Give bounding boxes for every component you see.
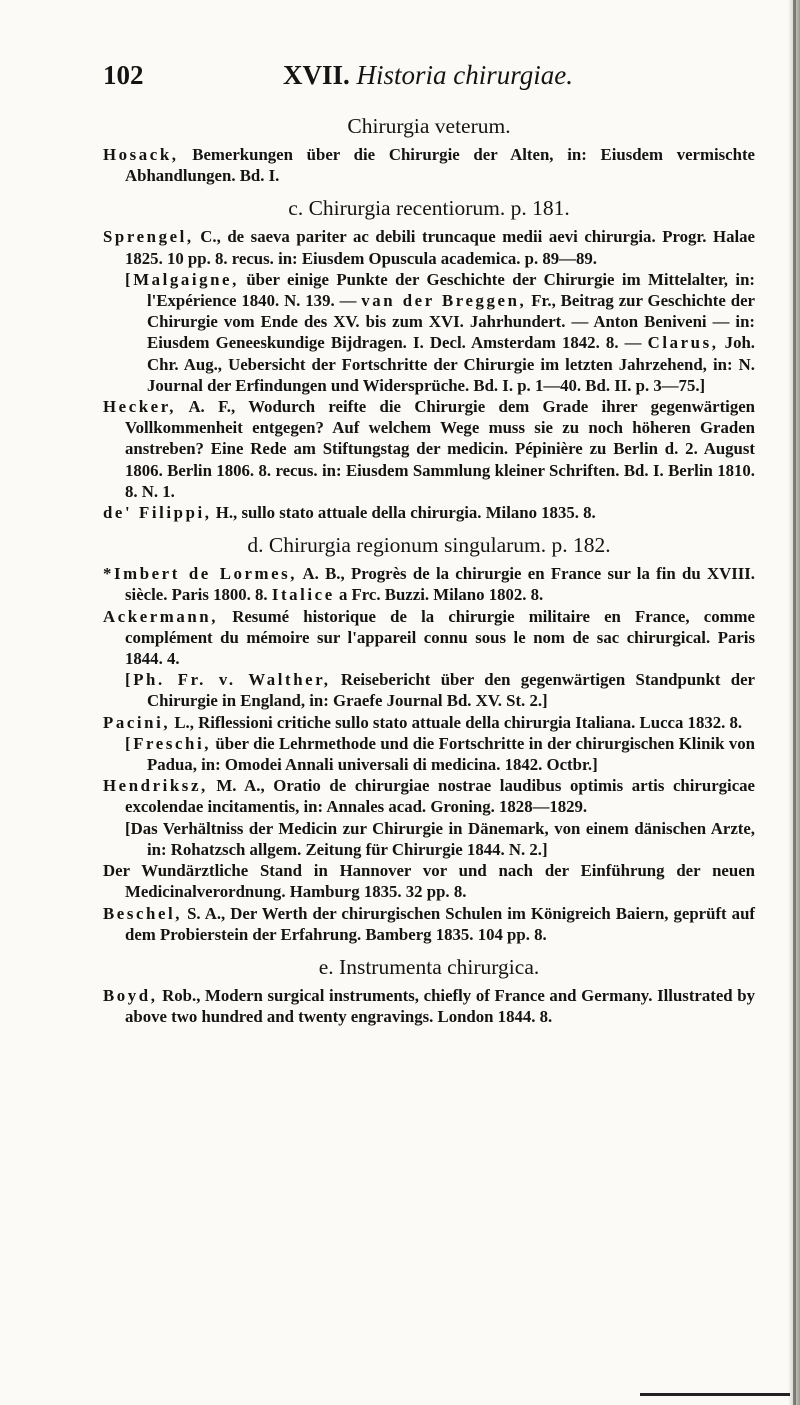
- bibliography-entry: Sprengel, C., de saeva pariter ac debili truncaque medii aevi chirurgia. Progr. Halae 1825. 10 pp. 8. recus. in: Eiusdem Opuscula academica. p. 89—89.: [103, 227, 755, 268]
- bibliography-entry: [Malgaigne, über einige Punkte der Geschichte der Chirurgie im Mittelalter, in: l'Expérience 1840. N. 139. — van der Breggen, Fr., Beitrag zur Geschichte der Chirurgie vom Ende des XV. bis zum XVI. Jahrhundert. — Anton Beniveni — in: Eiusdem Geneeskundige Bijdragen. I. Decl. Amsterdam 1842. 8. — Clarus, Joh. Chr. Aug., Uebersicht der Fortschritte der Chirurgie im letzten Jahrzehend, in: N. Journal der Erfindungen und Widersprüche. Bd. I. p. 1—40. Bd. II. p. 3—75.]: [125, 269, 755, 395]
- section-heading: c. Chirurgia recentiorum. p. 181.: [288, 196, 570, 221]
- section-heading: Chirurgia veterum.: [347, 114, 511, 138]
- bibliography-entry: [Ph. Fr. v. Walther, Reisebericht über den gegenwärtigen Standpunkt der Chirurgie in England, in: Graefe Journal Bd. XV. St. 2.]: [125, 670, 755, 711]
- running-title: [103, 60, 753, 91]
- page-edge-shadow: [793, 0, 796, 1405]
- bibliography-entry: de' Filippi, H., sullo stato attuale della chirurgia. Milano 1835. 8.: [103, 503, 596, 523]
- bibliography-entry: [Freschi, über die Lehrmethode und die Fortschritte in der chirurgischen Klinik von Padua, in: Omodei Annali universali di medicina. 1842. Octbr.]: [125, 733, 755, 775]
- section-heading: d. Chirurgia regionum singularum. p. 182.: [247, 533, 611, 558]
- chapter-title: Historia chirurgiae.: [356, 60, 574, 90]
- bibliography-entry: Boyd, Rob., Modern surgical instruments, chiefly of France and Germany. Illustrated by above two hundred and twenty engravings. London 1844. 8.: [103, 985, 755, 1027]
- bibliography-entry: Der Wundärztliche Stand in Hannover vor und nach der Einführung der neuen Medicinalverordnung. Hamburg 1835. 32 pp. 8.: [103, 861, 755, 902]
- bottom-rule: [640, 1393, 790, 1396]
- bibliography-entry: [Das Verhältniss der Medicin zur Chirurgie in Dänemark, von einem dänischen Arzte, in: Rohatzsch allgem. Zeitung für Chirurgie 1844. N. 2.]: [125, 818, 755, 859]
- chapter-number: XVII.: [282, 60, 350, 90]
- running-header: [103, 60, 753, 100]
- bibliography-entry: Hendriksz, M. A., Oratio de chirurgiae nostrae laudibus optimis artis chirurgicae excolendae incitamentis, in: Annales acad. Groning. 1828—1829.: [103, 776, 755, 817]
- bibliography-entry: *Imbert de Lormes, A. B., Progrès de la chirurgie en France sur la fin du XVIII. siècle. Paris 1800. 8. Italice a Frc. Buzzi. Milano 1802. 8.: [103, 564, 756, 605]
- page-body: [103, 112, 755, 1027]
- bibliography-entry: Pacini, L., Riflessioni critiche sullo stato attuale della chirurgia Italiana. Lucca 1832. 8.: [103, 712, 743, 732]
- bibliography-entry: Hosack, Bemerkungen über die Chirurgie der Alten, in: Eiusdem vermischte Abhandlungen. Bd. I.: [103, 145, 755, 186]
- bibliography-entry: Hecker, A. F., Wodurch reifte die Chirurgie dem Grade ihrer gegenwärtigen Vollkommenheit entgegen? Auf welchem Wege muss sie zu noch höheren Graden anstreben? Eine Rede am Stiftungstag der medicin. Pépinière zu Berlin d. 2. August 1806. Berlin 1806. 8. recus. in: Eiusdem Sammlung kleiner Schriften. Bd. I. Berlin 1810. 8. N. 1.: [103, 397, 755, 501]
- bibliography-entry: Beschel, S. A., Der Werth der chirurgischen Schulen im Königreich Baiern, geprüft auf dem Probierstein der Erfahrung. Bamberg 1835. 104 pp. 8.: [103, 903, 755, 944]
- bibliography-entry: Ackermann, Resumé historique de la chirurgie militaire en France, comme complément du mémoire sur l'appareil connu sous le nom de sac chirurgical. Paris 1844. 4.: [103, 606, 755, 669]
- page-number: 102: [103, 60, 144, 90]
- section-heading: e. Instrumenta chirurgica.: [318, 954, 540, 979]
